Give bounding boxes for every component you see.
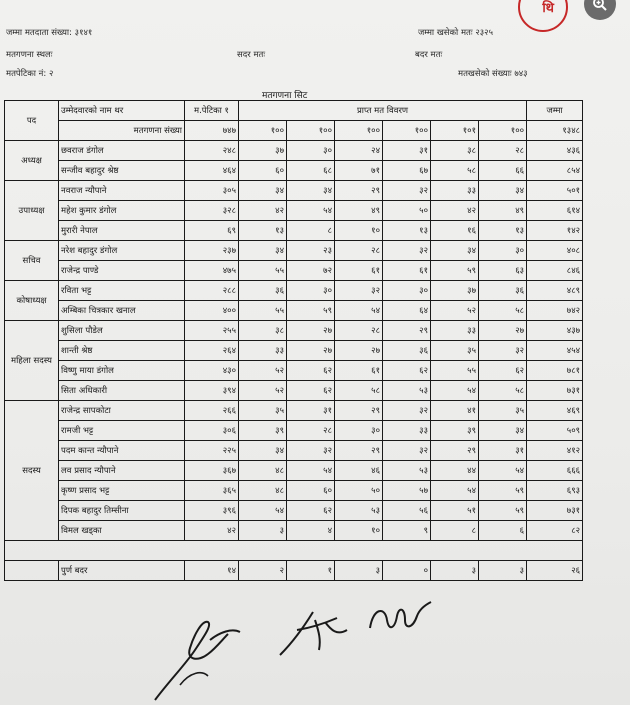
vote-count-cell: २९ [335,441,383,461]
candidate-total: ४६९ [527,401,583,421]
header-box: म.पेटिका १ [185,101,239,121]
vote-count-cell: ६० [287,481,335,501]
sheet-title: मतगणना सिट [262,91,308,101]
vote-count-cell: ४२ [431,201,479,221]
table-row [5,421,583,441]
header-count-value: १०० [239,121,287,141]
vote-count-cell: ३२ [335,281,383,301]
table-row [5,341,583,361]
signature-1 [150,610,260,705]
vote-count-cell: १० [335,521,383,541]
candidate-name: विष्णु माया डंगोल [59,361,185,381]
vote-count-cell: ५५ [239,261,287,281]
post-name: सचिव [5,241,59,281]
invalid-votes-label: पुर्ण बदर [59,561,185,581]
table-row [5,461,583,481]
vote-count-cell: ५४ [287,461,335,481]
candidate-name: शान्ती श्रेष्ठ [59,341,185,361]
header-count-value: १०० [287,121,335,141]
table-row [5,181,583,201]
vote-count-cell: ३० [383,281,431,301]
vote-count-cell: ७२ [287,261,335,281]
candidate-name: दिपक बहादुर तिम्सीना [59,501,185,521]
vote-count-cell: १६ [431,221,479,241]
invalid-count-cell: ३ [431,561,479,581]
vote-count-cell: २३ [287,241,335,261]
vote-count-cell: ३०५ [185,181,239,201]
vote-count-cell: ३३ [383,421,431,441]
vote-count-table [4,100,583,581]
vote-count-cell: ३३ [431,181,479,201]
vote-count-cell: ५० [335,481,383,501]
candidate-name: महेश कुमार डंगोल [59,201,185,221]
vote-count-cell: ५९ [479,481,527,501]
table-row [5,481,583,501]
vote-count-cell: ८ [287,221,335,241]
candidate-name: रामजी भट्ट [59,421,185,441]
vote-count-cell: २७ [479,321,527,341]
table-row [5,201,583,221]
vote-count-cell: ३९६ [185,501,239,521]
vote-count-cell: ५६ [383,501,431,521]
vote-count-cell: ५३ [383,381,431,401]
table-row [5,321,583,341]
candidate-total: ७३१ [527,501,583,521]
box-number-label: मतपेटिका नं: २ [6,69,54,79]
vote-count-cell: ८ [431,521,479,541]
vote-count-cell: ४२ [185,521,239,541]
header-total: जम्मा [527,101,583,121]
vote-count-cell: ६२ [287,381,335,401]
vote-count-cell: २९ [383,321,431,341]
total-voters-label: जम्मा मतदाता संख्या: ३१४१ [6,28,93,38]
table-row [5,301,583,321]
vote-count-cell: ५२ [239,381,287,401]
vote-count-cell: ४६ [335,461,383,481]
vote-count-cell: ५४ [335,301,383,321]
vote-count-cell: ३४ [239,241,287,261]
vote-count-cell: २६६ [185,401,239,421]
candidate-total: ८४६ [527,261,583,281]
vote-count-cell: ३६५ [185,481,239,501]
table-row [5,381,583,401]
vote-count-cell: ७१ [335,161,383,181]
vote-count-cell: ३१ [479,441,527,461]
vote-count-cell: ३२ [383,181,431,201]
vote-count-cell: १३ [383,221,431,241]
vote-count-cell: ३४ [431,241,479,261]
vote-count-cell: ३२ [287,441,335,461]
vote-count-cell: ६० [239,161,287,181]
votes-cast-count-label: मतखसेको संख्याः ७४३ [458,69,528,79]
vote-count-cell: ५३ [335,501,383,521]
candidate-total: ४०८ [527,241,583,261]
candidate-total: ४३६ [527,141,583,161]
header-count-value: ७४७ [185,121,239,141]
vote-count-cell: २५५ [185,321,239,341]
candidate-total: ८२ [527,521,583,541]
vote-count-cell: ५४ [287,201,335,221]
header-post: पद [5,101,59,141]
vote-count-cell: ६६ [479,161,527,181]
vote-count-cell: ३० [479,241,527,261]
vote-count-cell: ४१ [431,401,479,421]
vote-count-cell: ५४ [431,381,479,401]
vote-count-cell: ४९ [335,201,383,221]
vote-count-cell: २८ [335,321,383,341]
vote-count-body [5,101,583,581]
candidate-total: १४२ [527,221,583,241]
candidate-total: ४१२ [527,441,583,461]
table-row [5,261,583,281]
vote-count-cell: ६ [479,521,527,541]
header-count-no: मतगणना संख्या [59,121,185,141]
table-row [5,501,583,521]
vote-count-cell: ४६४ [185,161,239,181]
vote-count-cell: २७ [335,341,383,361]
vote-count-cell: ६४ [383,301,431,321]
vote-count-cell: ५२ [431,301,479,321]
post-name: महिला सदस्य [5,321,59,401]
vote-count-cell: ३ [239,521,287,541]
vote-count-cell: ४४ [431,461,479,481]
candidate-total: ५०१ [527,181,583,201]
stamp-text: थि [542,1,554,16]
vote-count-cell: ३० [287,281,335,301]
vote-count-cell: ३४ [239,441,287,461]
vote-count-cell: ३९ [431,421,479,441]
vote-count-cell: ३० [287,141,335,161]
vote-count-cell: ३२ [383,441,431,461]
vote-count-cell: ५२ [239,361,287,381]
candidate-name: छवराज डंगोल [59,141,185,161]
vote-count-cell: ३८ [239,321,287,341]
vote-count-cell: २८ [479,141,527,161]
vote-count-cell: २६४ [185,341,239,361]
candidate-total: ८५४ [527,161,583,181]
vote-count-cell: ५८ [479,301,527,321]
vote-count-cell: ४८ [239,481,287,501]
vote-count-cell: ३४ [479,181,527,201]
vote-count-cell: ५९ [287,301,335,321]
vote-count-cell: ३१ [383,141,431,161]
vote-count-cell: १० [335,221,383,241]
invalid-count-cell: ० [383,561,431,581]
magnifier-icon [592,0,608,12]
header-count-value: १०१ [431,121,479,141]
candidate-name: राजेन्द्र सापकोटा [59,401,185,421]
vote-count-cell: ५९ [479,501,527,521]
vote-count-cell: ४२ [239,201,287,221]
vote-count-cell: ५० [383,201,431,221]
vote-count-cell: ६१ [335,361,383,381]
vote-count-cell: ३४ [479,421,527,441]
candidate-name: अम्बिका चित्रकार खनाल [59,301,185,321]
vote-count-cell: ३५ [239,401,287,421]
vote-count-cell: २२५ [185,441,239,461]
vote-count-cell: ५५ [239,301,287,321]
vote-count-cell: ५८ [431,161,479,181]
vote-count-cell: २७ [287,341,335,361]
vote-count-cell: ६३ [479,261,527,281]
vote-count-cell: ३३ [239,341,287,361]
candidate-total: ६९३ [527,481,583,501]
vote-count-cell: ४३० [185,361,239,381]
candidate-total: ७३१ [527,381,583,401]
vote-count-cell: २९ [431,441,479,461]
blank-row [5,541,583,561]
vote-count-cell: ३५ [431,341,479,361]
vote-count-cell: ३८ [431,141,479,161]
candidate-name: मुरारी नेपाल [59,221,185,241]
candidate-name: सिता अधिकारी [59,381,185,401]
vote-count-cell: ४ [287,521,335,541]
candidate-name: नवराज न्यौपाने [59,181,185,201]
header-total-value: १३४८ [527,121,583,141]
zoom-in-icon[interactable] [584,0,616,20]
candidate-name: रविता भट्ट [59,281,185,301]
candidate-name: सन्जीव बहादुर श्रेष्ठ [59,161,185,181]
header-candidate: उम्मेदवारको नाम थर [59,101,185,121]
candidate-total: ७४२ [527,301,583,321]
vote-count-cell: ६२ [287,501,335,521]
vote-count-cell: २८८ [185,281,239,301]
vote-count-cell: ३२ [479,341,527,361]
vote-count-cell: ३७ [239,141,287,161]
vote-count-cell: २९ [335,401,383,421]
blank-cell [5,541,583,561]
vote-count-cell: ३६ [383,341,431,361]
post-name: अध्यक्ष [5,141,59,181]
vote-count-cell: ३४ [287,181,335,201]
invalid-count-cell: ३ [335,561,383,581]
vote-count-cell: ९ [383,521,431,541]
candidate-total: ६१४ [527,201,583,221]
table-row [5,361,583,381]
invalid-count-cell: ३ [479,561,527,581]
vote-count-cell: २४ [335,141,383,161]
vote-count-cell: ६२ [287,361,335,381]
vote-count-cell: ४८ [239,461,287,481]
header-received: प्राप्त मत विवरण [239,101,527,121]
candidate-name: शुसिला पौडेल [59,321,185,341]
table-row [5,281,583,301]
vote-count-cell: ६२ [479,361,527,381]
table-row [5,521,583,541]
total-cast-label: जम्मा खसेको मतः २३२५ [418,28,493,38]
vote-count-cell: ५९ [431,261,479,281]
invalid-total: २६ [527,561,583,581]
vote-count-cell: ४७५ [185,261,239,281]
vote-count-cell: २९ [335,181,383,201]
vote-count-cell: ६१ [335,261,383,281]
invalid-count-cell: २ [239,561,287,581]
invalid-votes-label: बदर मतः [415,50,443,60]
empty-post-cell [5,561,59,581]
vote-count-cell: ५५ [431,361,479,381]
signature-3 [365,598,435,643]
vote-count-cell: २८ [335,241,383,261]
vote-count-cell: ३६ [239,281,287,301]
vote-count-cell: ४९ [479,201,527,221]
vote-count-cell: २८ [287,421,335,441]
vote-count-cell: ६२ [383,361,431,381]
vote-count-cell: ६७ [383,161,431,181]
vote-count-cell: २३७ [185,241,239,261]
vote-count-cell: ३० [335,421,383,441]
vote-count-cell: ३७ [431,281,479,301]
post-name: सदस्य [5,401,59,541]
vote-count-cell: ५७ [383,481,431,501]
post-name: उपाध्यक्ष [5,181,59,241]
candidate-total: ५०९ [527,421,583,441]
table-header-row-2 [5,121,583,141]
vote-count-cell: ६८ [287,161,335,181]
table-row [5,441,583,461]
invalid-count-cell: १४ [185,561,239,581]
candidate-name: पदम कान्त न्यौपाने [59,441,185,461]
candidate-total: ६६६ [527,461,583,481]
candidate-total: ४३७ [527,321,583,341]
vote-count-cell: ३६ [479,281,527,301]
candidate-total: ७८१ [527,361,583,381]
vote-count-cell: ३५ [479,401,527,421]
candidate-name: कृष्ण प्रसाद भट्ट [59,481,185,501]
table-row [5,161,583,181]
vote-count-cell: ५१ [431,501,479,521]
vote-count-cell: ३३ [431,321,479,341]
table-row [5,141,583,161]
candidate-name: राजेन्द्र पाण्डे [59,261,185,281]
vote-count-cell: ३४ [239,181,287,201]
vote-count-cell: १३ [239,221,287,241]
vote-count-cell: ६९ [185,221,239,241]
vote-count-cell: ३६७ [185,461,239,481]
candidate-name: लव प्रसाद न्यौपाने [59,461,185,481]
vote-count-cell: २७ [287,321,335,341]
invalid-votes-row [5,561,583,581]
vote-count-cell: ४०० [185,301,239,321]
counting-place-label: मतगणना स्थलः [6,50,53,60]
vote-count-cell: ३९४ [185,381,239,401]
vote-count-cell: १३ [479,221,527,241]
vote-count-cell: ३२ [383,241,431,261]
candidate-name: विमल खड्का [59,521,185,541]
invalid-count-cell: १ [287,561,335,581]
vote-count-cell: ५३ [383,461,431,481]
candidate-total: ४५४ [527,341,583,361]
header-count-value: १०० [335,121,383,141]
vote-count-cell: ५४ [479,461,527,481]
candidate-name: नरेश बहादुर डंगोल [59,241,185,261]
vote-count-cell: ६१ [383,261,431,281]
signature-2 [275,600,360,665]
table-row [5,221,583,241]
vote-count-cell: ३२८ [185,201,239,221]
vote-count-cell: २४८ [185,141,239,161]
table-row [5,241,583,261]
candidate-total: ४८९ [527,281,583,301]
vote-count-cell: ५४ [431,481,479,501]
valid-votes-label: सदर मतः [237,50,266,60]
header-count-value: १०० [479,121,527,141]
table-header-row-1 [5,101,583,121]
vote-count-cell: ३०६ [185,421,239,441]
vote-count-cell: ३२ [383,401,431,421]
vote-count-cell: ५८ [479,381,527,401]
vote-count-cell: ३९ [239,421,287,441]
vote-count-cell: ३१ [287,401,335,421]
vote-count-cell: ५८ [335,381,383,401]
header-count-value: १०० [383,121,431,141]
table-row [5,401,583,421]
post-name: कोषाध्यक्ष [5,281,59,321]
vote-count-cell: ५४ [239,501,287,521]
